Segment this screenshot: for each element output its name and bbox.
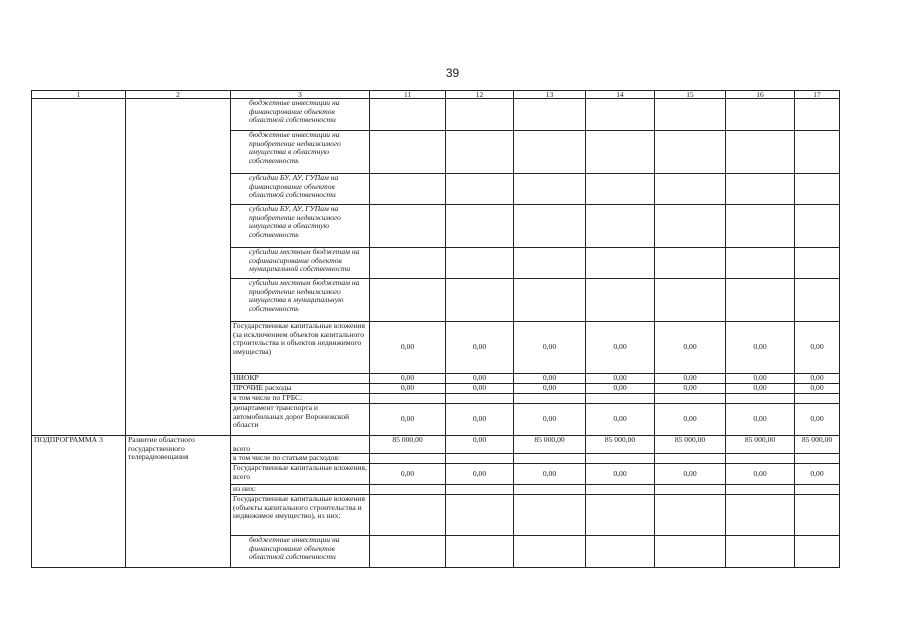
empty-cell [514,495,586,536]
value-cell: 0,00 [795,374,840,384]
empty-cell [514,99,586,131]
value-cell: 0,00 [655,374,726,384]
row-label: Государственные капитальные вложения (объекты капитального строительства и недвижимое имущество), из них: [231,495,370,536]
value-cell: 0,00 [586,404,655,436]
empty-cell [446,205,514,248]
empty-cell [446,174,514,205]
row-label: субсидии местным бюджетам на софинансирование объектов муниципальной собственности [231,248,370,279]
empty-cell [370,131,446,174]
value-cell: 0,00 [446,384,514,394]
value-cell: 0,00 [446,322,514,374]
empty-cell [726,279,795,322]
value-cell: 0,00 [514,374,586,384]
empty-cell [655,495,726,536]
empty-cell [370,394,446,404]
row-label: департамент транспорта и автомобильных дорог Воронежской области [231,404,370,436]
empty-cell [370,495,446,536]
column-header: 2 [126,91,231,99]
empty-cell [726,394,795,404]
empty-cell [655,174,726,205]
row-label: бюджетные инвестиции на финансирование объектов областной собственности [231,99,370,131]
row-label: всего [231,436,370,454]
value-cell: 0,00 [446,436,514,454]
empty-cell [655,131,726,174]
empty-cell [446,536,514,568]
empty-cell [370,536,446,568]
empty-cell [726,495,795,536]
value-cell: 0,00 [795,404,840,436]
empty-cell [514,248,586,279]
value-cell: 0,00 [446,464,514,485]
empty-cell [726,248,795,279]
empty-cell [795,205,840,248]
empty-cell [446,454,514,464]
row-label: в том числе по ГРБС: [231,394,370,404]
value-cell: 0,00 [514,322,586,374]
value-cell: 0,00 [446,404,514,436]
value-cell: 0,00 [514,404,586,436]
value-cell: 85 000,00 [370,436,446,454]
subprogram-name: Развитие областного государственного телерадиовещания [126,436,231,568]
column-header: 11 [370,91,446,99]
table-row [32,436,840,454]
value-cell: 85 000,00 [726,436,795,454]
empty-cell [370,454,446,464]
value-cell: 0,00 [586,322,655,374]
empty-cell [726,99,795,131]
empty-cell [726,205,795,248]
empty-cell [514,454,586,464]
column-header: 15 [655,91,726,99]
empty-cell [795,394,840,404]
empty-cell [446,495,514,536]
row-label: НИОКР [231,374,370,384]
table-row [32,99,840,131]
empty-cell [655,485,726,495]
empty-cell [514,205,586,248]
empty-cell [726,131,795,174]
row-label: ПРОЧИЕ расходы [231,384,370,394]
empty-cell [655,394,726,404]
empty-cell [446,279,514,322]
value-cell: 0,00 [446,374,514,384]
empty-cell [795,485,840,495]
empty-cell [370,99,446,131]
empty-cell [726,174,795,205]
empty-cell [370,248,446,279]
empty-cell [655,536,726,568]
empty-cell [446,99,514,131]
row-label: Государственные капитальные вложения, всего [231,464,370,485]
empty-cell [586,536,655,568]
empty-cell [370,279,446,322]
row-label: в том числе по статьям расходов: [231,454,370,464]
value-cell: 0,00 [726,384,795,394]
empty-cell [586,485,655,495]
empty-cell [586,131,655,174]
empty-cell [446,248,514,279]
empty-cell [655,279,726,322]
empty-cell [446,394,514,404]
column-header: 3 [231,91,370,99]
empty-cell [795,248,840,279]
empty-cell [586,205,655,248]
value-cell: 0,00 [726,322,795,374]
empty-cell [795,279,840,322]
row-label: из них: [231,485,370,495]
empty-cell [795,495,840,536]
value-cell: 0,00 [514,384,586,394]
value-cell: 0,00 [795,322,840,374]
value-cell: 0,00 [370,322,446,374]
value-cell: 0,00 [370,374,446,384]
empty-cell [795,536,840,568]
empty-cell [370,205,446,248]
value-cell: 0,00 [586,374,655,384]
row-label: бюджетные инвестиции на приобретение недвижимого имущества в областную собственность [231,131,370,174]
empty-cell [795,131,840,174]
empty-cell [514,131,586,174]
empty-cell [586,248,655,279]
empty-cell [726,536,795,568]
empty-cell [655,248,726,279]
empty-cell [586,454,655,464]
column-header: 12 [446,91,514,99]
value-cell: 0,00 [726,404,795,436]
empty-cell [726,454,795,464]
page-number: 39 [445,66,460,80]
empty-cell [795,99,840,131]
value-cell: 85 000,00 [655,436,726,454]
value-cell: 0,00 [795,464,840,485]
row-label: Государственные капитальные вложения (за исключением объектов капитального строительства и объектов недвижимого имущества) [231,322,370,374]
row-label: бюджетные инвестиции на финансирование объектов областной собственности [231,536,370,568]
empty-cell [370,485,446,495]
value-cell: 0,00 [726,374,795,384]
value-cell: 0,00 [586,384,655,394]
column-header: 1 [32,91,126,99]
empty-cell [32,99,126,436]
value-cell: 0,00 [726,464,795,485]
empty-cell [586,394,655,404]
value-cell: 0,00 [655,384,726,394]
empty-cell [586,495,655,536]
value-cell: 0,00 [655,404,726,436]
empty-cell [795,174,840,205]
value-cell: 0,00 [586,464,655,485]
value-cell: 0,00 [370,384,446,394]
column-header: 13 [514,91,586,99]
subprogram-code: ПОДПРОГРАММА 3 [32,436,126,568]
empty-cell [655,99,726,131]
empty-cell [446,131,514,174]
empty-cell [795,454,840,464]
value-cell: 0,00 [655,464,726,485]
column-number-row [32,91,840,99]
empty-cell [514,536,586,568]
value-cell: 0,00 [514,464,586,485]
value-cell: 0,00 [370,404,446,436]
value-cell: 85 000,00 [514,436,586,454]
value-cell: 0,00 [655,322,726,374]
column-header: 14 [586,91,655,99]
row-label: субсидии БУ, АУ, ГУПам на финансирование объектов областной собственности [231,174,370,205]
empty-cell [655,205,726,248]
value-cell: 85 000,00 [795,436,840,454]
value-cell: 0,00 [795,384,840,394]
empty-cell [514,174,586,205]
empty-cell [446,485,514,495]
empty-cell [586,99,655,131]
empty-cell [586,279,655,322]
empty-cell [514,279,586,322]
empty-cell [126,99,231,436]
value-cell: 0,00 [370,464,446,485]
column-header: 16 [726,91,795,99]
row-label: субсидии местным бюджетам на приобретение недвижимого имущества в муниципальную собственность [231,279,370,322]
budget-table [31,90,840,568]
empty-cell [586,174,655,205]
empty-cell [514,394,586,404]
value-cell: 85 000,00 [586,436,655,454]
empty-cell [726,485,795,495]
column-header: 17 [795,91,840,99]
empty-cell [514,485,586,495]
row-label: субсидии БУ, АУ, ГУПам на приобретение недвижимого имущества в областную собственность [231,205,370,248]
empty-cell [655,454,726,464]
empty-cell [370,174,446,205]
